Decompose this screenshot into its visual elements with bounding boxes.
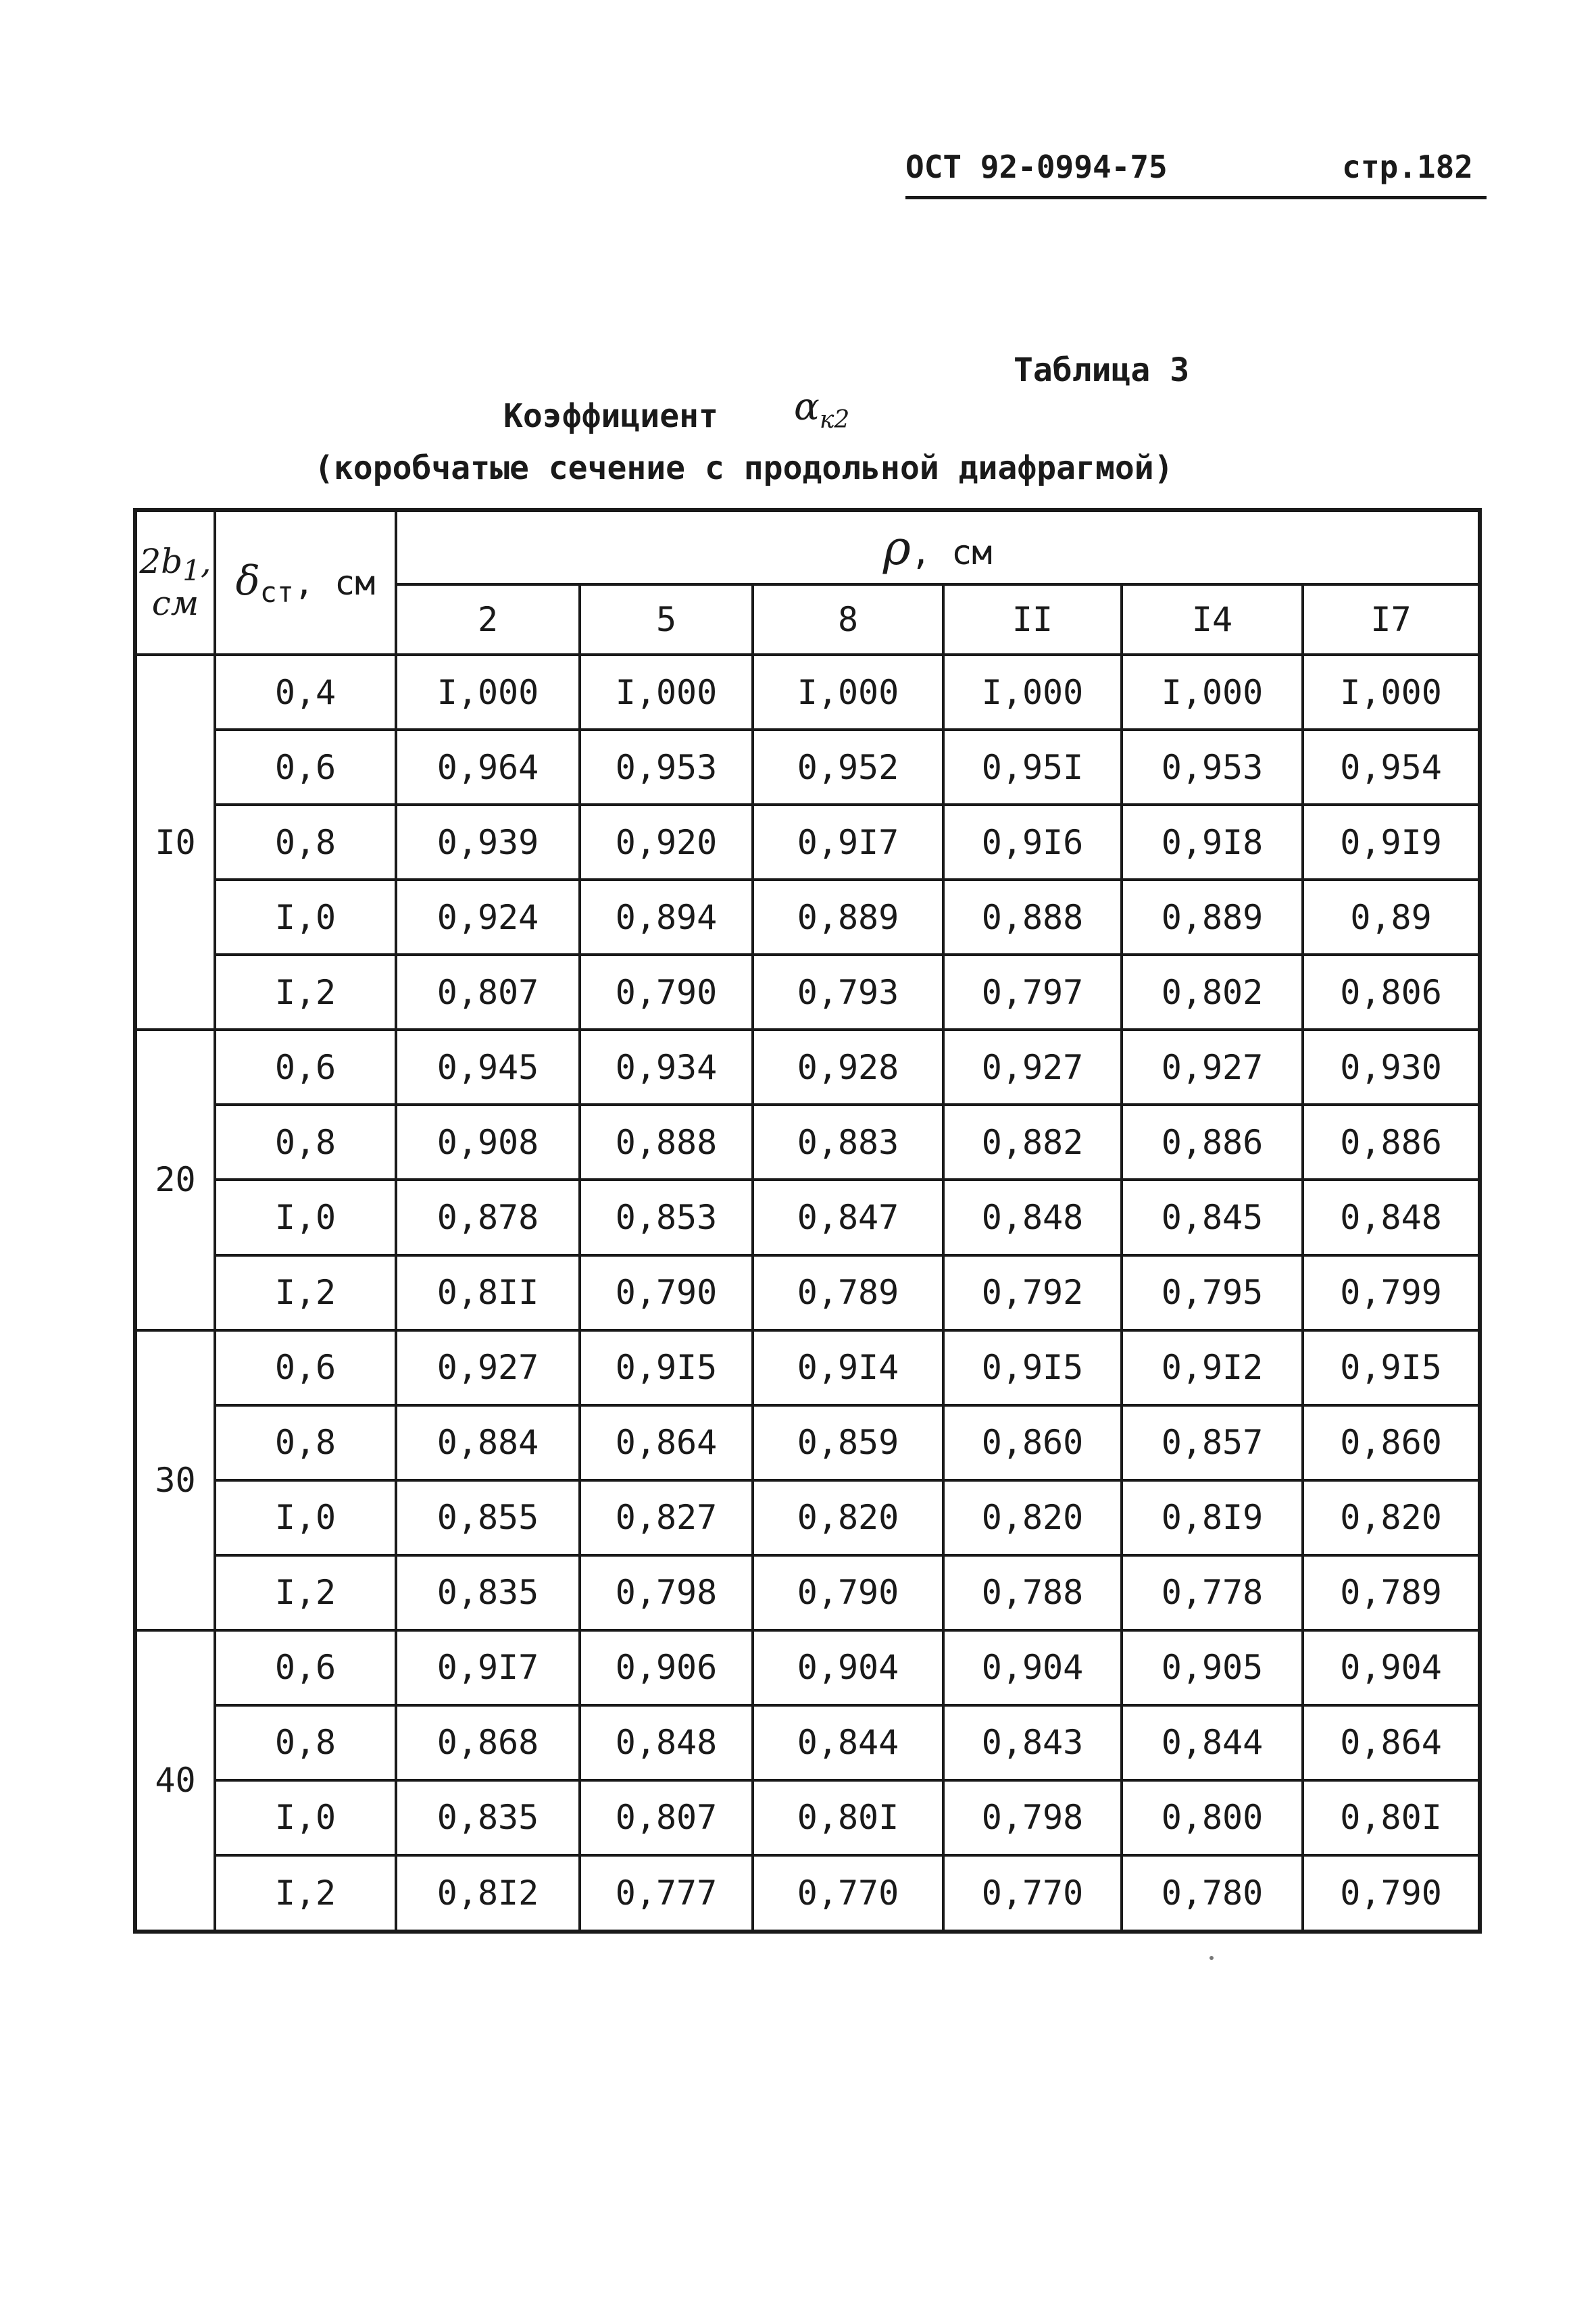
coefficient-cell: 0,820 <box>753 1480 943 1555</box>
coefficient-cell: 0,927 <box>396 1330 580 1405</box>
table-row <box>135 1555 1480 1630</box>
coefficient-cell: 0,878 <box>396 1180 580 1255</box>
coefficient-cell: 0,927 <box>1122 1030 1303 1105</box>
table-row <box>135 655 1480 730</box>
alpha-symbol <box>794 385 849 434</box>
coefficient-cell: 0,953 <box>1122 730 1303 805</box>
group-width-cell: I0 <box>135 655 215 1030</box>
table-number: Таблица 3 <box>1014 351 1190 389</box>
coefficient-cell: 0,835 <box>396 1780 580 1855</box>
b-symbol: 2b <box>139 542 183 582</box>
table-row <box>135 1705 1480 1780</box>
table-row <box>135 805 1480 880</box>
coefficient-cell: 0,835 <box>396 1555 580 1630</box>
thickness-cell: I,0 <box>215 1480 396 1555</box>
coefficient-cell: 0,945 <box>396 1030 580 1105</box>
coefficient-cell: 0,8II <box>396 1255 580 1330</box>
coefficient-cell: 0,848 <box>580 1705 753 1780</box>
rho-value: II <box>943 584 1122 655</box>
b-unit: см <box>151 584 199 624</box>
table-row <box>135 1030 1480 1105</box>
delta-subscript: ст <box>259 575 294 609</box>
coefficient-cell: 0,908 <box>396 1105 580 1180</box>
coefficient-cell: 0,95I <box>943 730 1122 805</box>
coefficient-cell: 0,864 <box>580 1405 753 1480</box>
coefficient-cell: 0,806 <box>1303 955 1480 1030</box>
rho-symbol: ρ <box>882 520 911 576</box>
thickness-cell: I,2 <box>215 1855 396 1932</box>
coefficient-cell: 0,8I9 <box>1122 1480 1303 1555</box>
coefficient-cell: 0,904 <box>753 1630 943 1705</box>
coefficient-cell: 0,964 <box>396 730 580 805</box>
coefficient-cell: 0,770 <box>753 1855 943 1932</box>
coefficient-cell: 0,795 <box>1122 1255 1303 1330</box>
coefficient-cell: 0,860 <box>1303 1405 1480 1480</box>
table-row <box>135 1330 1480 1405</box>
coefficient-cell: 0,89 <box>1303 880 1480 955</box>
thickness-cell: I,0 <box>215 1180 396 1255</box>
rho-value: 2 <box>396 584 580 655</box>
coefficient-cell: 0,9I5 <box>580 1330 753 1405</box>
coefficient-cell: 0,8I2 <box>396 1855 580 1932</box>
coefficient-cell: 0,860 <box>943 1405 1122 1480</box>
coefficient-cell: 0,780 <box>1122 1855 1303 1932</box>
table-row <box>135 1255 1480 1330</box>
coefficient-cell: 0,906 <box>580 1630 753 1705</box>
b-subscript: 1 <box>182 554 201 588</box>
coefficient-cell: I,000 <box>1122 655 1303 730</box>
coefficient-cell: 0,894 <box>580 880 753 955</box>
group-width-cell: 20 <box>135 1030 215 1330</box>
thickness-cell: 0,6 <box>215 1030 396 1105</box>
coefficient-cell: 0,844 <box>1122 1705 1303 1780</box>
document-code: ОСТ 92-0994-75 <box>905 149 1168 185</box>
coefficient-cell: 0,928 <box>753 1030 943 1105</box>
thickness-cell: 0,8 <box>215 805 396 880</box>
table-row <box>135 1405 1480 1480</box>
thickness-cell: I,0 <box>215 1780 396 1855</box>
rho-value: 8 <box>753 584 943 655</box>
coefficient-cell: I,000 <box>1303 655 1480 730</box>
rho-value: I4 <box>1122 584 1303 655</box>
caption-subtitle: (коробчатые сечение с продольной диафрагмой) <box>314 449 1174 487</box>
coefficient-cell: 0,777 <box>580 1855 753 1932</box>
coefficient-cell: 0,954 <box>1303 730 1480 805</box>
table-row <box>135 1180 1480 1255</box>
coefficient-cell: 0,789 <box>753 1255 943 1330</box>
coefficient-cell: 0,904 <box>943 1630 1122 1705</box>
coefficient-cell: 0,904 <box>1303 1630 1480 1705</box>
coefficient-cell: 0,789 <box>1303 1555 1480 1630</box>
table-row <box>135 1105 1480 1180</box>
coefficient-cell: 0,886 <box>1122 1105 1303 1180</box>
thickness-cell: I,0 <box>215 880 396 955</box>
coefficient-cell: 0,889 <box>1122 880 1303 955</box>
coefficient-cell: 0,905 <box>1122 1630 1303 1705</box>
table-row <box>135 955 1480 1030</box>
coefficient-cell: 0,770 <box>943 1855 1122 1932</box>
coefficient-cell: 0,927 <box>943 1030 1122 1105</box>
coefficient-cell: 0,886 <box>1303 1105 1480 1180</box>
coefficient-cell: 0,793 <box>753 955 943 1030</box>
coefficient-cell: 0,797 <box>943 955 1122 1030</box>
rho-value: 5 <box>580 584 753 655</box>
coefficient-cell: 0,9I2 <box>1122 1330 1303 1405</box>
alpha-subscript: к2 <box>819 406 850 434</box>
coefficient-cell: 0,800 <box>1122 1780 1303 1855</box>
coefficient-cell: I,000 <box>753 655 943 730</box>
coefficient-cell: 0,790 <box>580 955 753 1030</box>
coefficient-cell: 0,844 <box>753 1705 943 1780</box>
coefficient-cell: 0,9I5 <box>1303 1330 1480 1405</box>
coefficient-cell: 0,845 <box>1122 1180 1303 1255</box>
coefficient-cell: 0,790 <box>753 1555 943 1630</box>
coefficient-cell: 0,847 <box>753 1180 943 1255</box>
delta-unit: , см <box>293 563 376 603</box>
coefficient-cell: 0,855 <box>396 1480 580 1555</box>
coefficient-cell: 0,882 <box>943 1105 1122 1180</box>
thickness-cell: 0,8 <box>215 1105 396 1180</box>
thickness-cell: I,2 <box>215 955 396 1030</box>
group-width-cell: 30 <box>135 1330 215 1630</box>
coefficient-cell: 0,884 <box>396 1405 580 1480</box>
coefficient-cell: 0,888 <box>943 880 1122 955</box>
coefficient-cell: 0,920 <box>580 805 753 880</box>
coefficient-cell: 0,883 <box>753 1105 943 1180</box>
thickness-cell: I,2 <box>215 1255 396 1330</box>
alpha-letter: α <box>794 385 820 429</box>
thickness-cell: 0,6 <box>215 1330 396 1405</box>
coefficient-cell: 0,888 <box>580 1105 753 1180</box>
table-row <box>135 1780 1480 1855</box>
coefficient-cell: 0,802 <box>1122 955 1303 1030</box>
coefficient-cell: 0,790 <box>1303 1855 1480 1932</box>
coefficient-cell: 0,889 <box>753 880 943 955</box>
table-row <box>135 1630 1480 1705</box>
coefficient-cell: 0,807 <box>580 1780 753 1855</box>
coefficient-cell: 0,848 <box>943 1180 1122 1255</box>
coefficient-cell: 0,952 <box>753 730 943 805</box>
coefficient-cell: I,000 <box>943 655 1122 730</box>
coefficient-cell: 0,80I <box>753 1780 943 1855</box>
thickness-cell: I,2 <box>215 1555 396 1630</box>
coefficient-cell: 0,843 <box>943 1705 1122 1780</box>
coefficient-table <box>133 508 1482 1934</box>
speck <box>1210 1956 1214 1960</box>
thickness-cell: 0,6 <box>215 1630 396 1705</box>
coefficient-cell: 0,80I <box>1303 1780 1480 1855</box>
coefficient-cell: 0,820 <box>943 1480 1122 1555</box>
thickness-cell: 0,6 <box>215 730 396 805</box>
delta-symbol: δ <box>235 557 260 605</box>
coefficient-cell: 0,792 <box>943 1255 1122 1330</box>
coefficient-cell: 0,790 <box>580 1255 753 1330</box>
coefficient-cell: 0,9I9 <box>1303 805 1480 880</box>
header-rho <box>396 510 1480 584</box>
coefficient-cell: 0,807 <box>396 955 580 1030</box>
coefficient-cell: 0,9I8 <box>1122 805 1303 880</box>
coefficient-cell: 0,859 <box>753 1405 943 1480</box>
thickness-cell: 0,4 <box>215 655 396 730</box>
table-row <box>135 880 1480 955</box>
coefficient-cell: 0,778 <box>1122 1555 1303 1630</box>
coefficient-cell: 0,864 <box>1303 1705 1480 1780</box>
table-row <box>135 1480 1480 1555</box>
coefficient-cell: 0,798 <box>943 1780 1122 1855</box>
coefficient-cell: 0,9I4 <box>753 1330 943 1405</box>
coefficient-cell: 0,798 <box>580 1555 753 1630</box>
page-number: стр.182 <box>1342 149 1473 185</box>
coefficient-cell: 0,9I6 <box>943 805 1122 880</box>
table-row <box>135 730 1480 805</box>
coefficient-cell: 0,848 <box>1303 1180 1480 1255</box>
coefficient-cell: 0,853 <box>580 1180 753 1255</box>
coefficient-cell: I,000 <box>580 655 753 730</box>
rho-value: I7 <box>1303 584 1480 655</box>
coefficient-cell: 0,9I5 <box>943 1330 1122 1405</box>
table-row <box>135 1855 1480 1932</box>
rho-unit: , см <box>910 532 993 572</box>
coefficient-cell: 0,924 <box>396 880 580 955</box>
coefficient-cell: 0,9I7 <box>396 1630 580 1705</box>
header-width-b: $2b_1$, см <box>135 510 215 655</box>
header-thickness <box>215 510 396 655</box>
coefficient-cell: 0,868 <box>396 1705 580 1780</box>
caption-title: Коэффициент <box>503 397 718 435</box>
page-header <box>905 149 1487 199</box>
coefficient-cell: 0,939 <box>396 805 580 880</box>
thickness-cell: 0,8 <box>215 1405 396 1480</box>
coefficient-cell: 0,930 <box>1303 1030 1480 1105</box>
coefficient-cell: 0,799 <box>1303 1255 1480 1330</box>
coefficient-cell: 0,820 <box>1303 1480 1480 1555</box>
coefficient-cell: 0,953 <box>580 730 753 805</box>
coefficient-cell: 0,9I7 <box>753 805 943 880</box>
coefficient-cell: I,000 <box>396 655 580 730</box>
coefficient-cell: 0,788 <box>943 1555 1122 1630</box>
thickness-cell: 0,8 <box>215 1705 396 1780</box>
group-width-cell: 40 <box>135 1630 215 1932</box>
coefficient-cell: 0,934 <box>580 1030 753 1105</box>
coefficient-cell: 0,857 <box>1122 1405 1303 1480</box>
coefficient-cell: 0,827 <box>580 1480 753 1555</box>
